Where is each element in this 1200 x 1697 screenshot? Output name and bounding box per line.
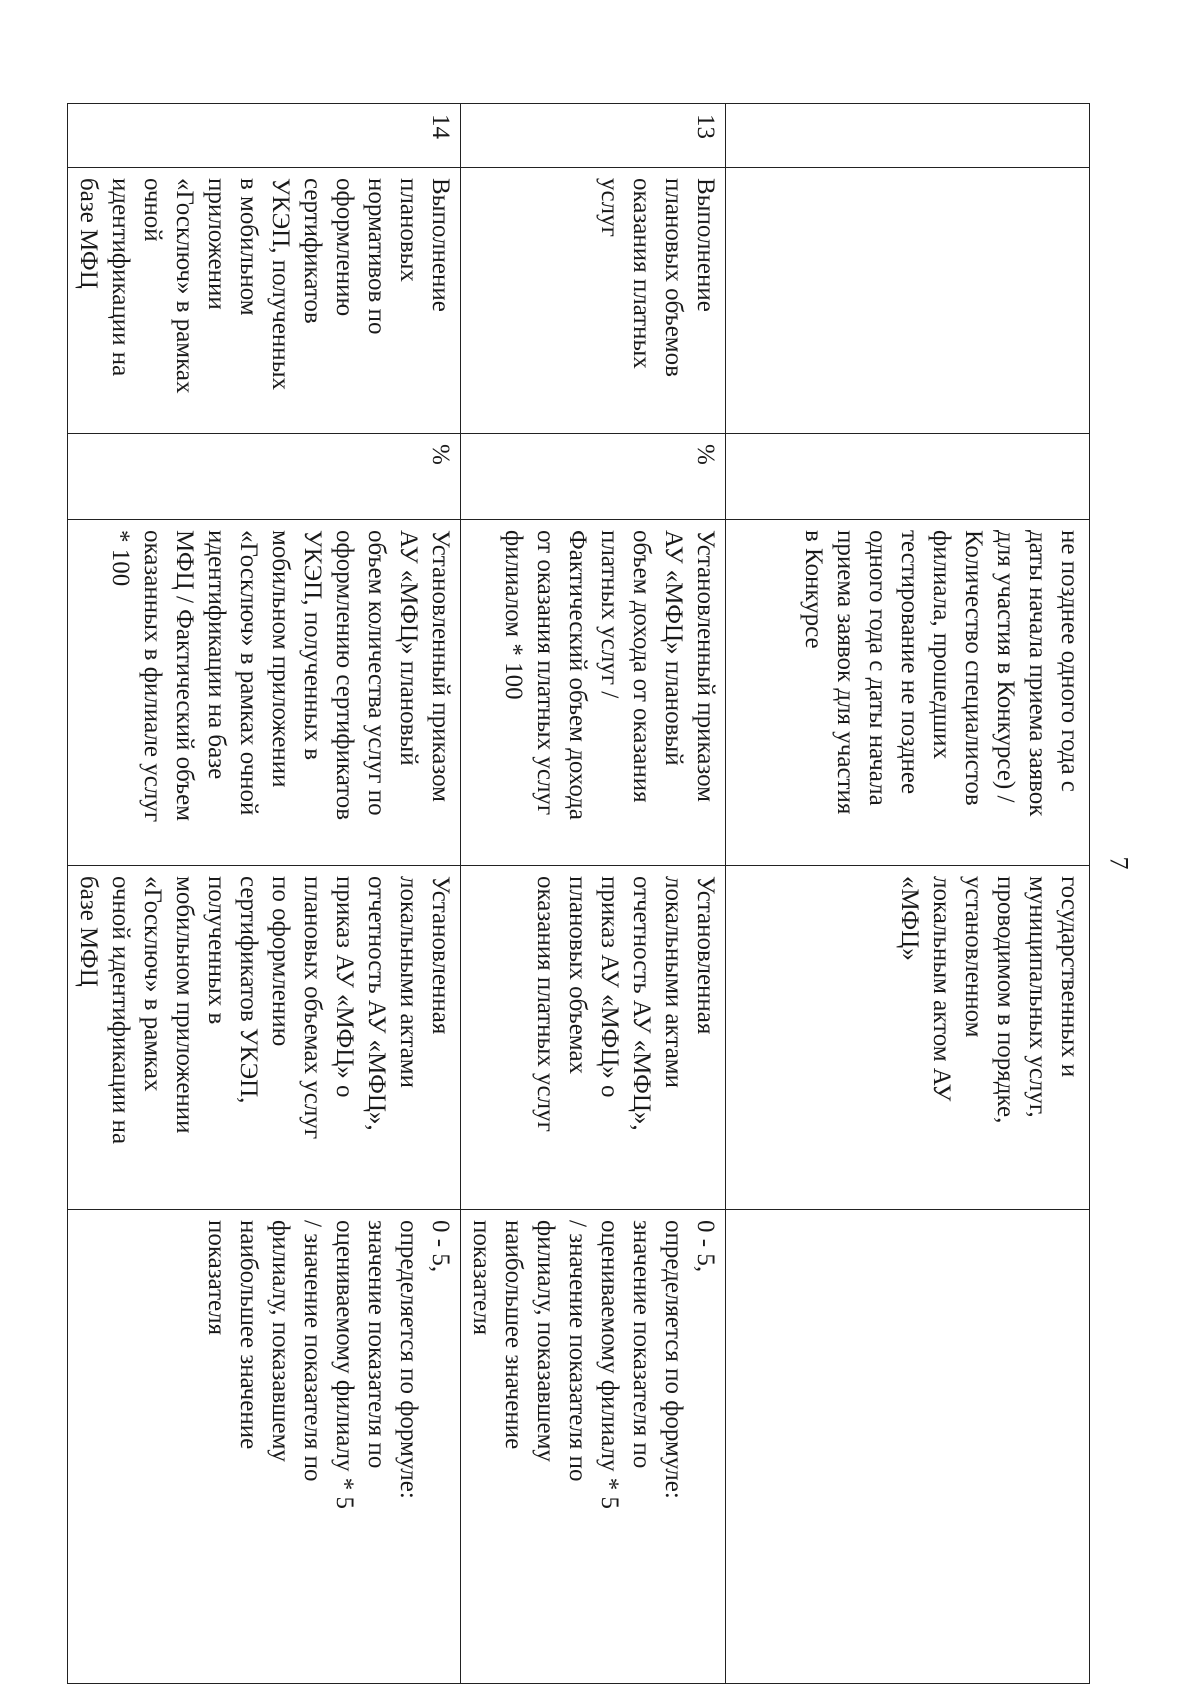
- formula-cell: Установленный приказом АУ «МФЦ» плановый объем количества услуг по оформлению сертификатов УКЭП, полученных в мобильном приложении «Госключ» в рамках очной идентификации на базе МФЦ / Фактический объем оказанных в филиале услуг * 100: [68, 520, 461, 866]
- formula-cell: не позднее одного года с даты начала приема заявок для участия в Конкурсе) / Количество специалистов филиала, прошедших тестирование не позднее одного года с даты начала приема заявок для участия в Конкурсе: [726, 520, 1090, 866]
- score-cell: 0 - 5, определяется по формуле: значение показателя по оцениваемому филиалу * 5 / значение показателя по филиалу, показавшему наибольшее значение показателя: [461, 1210, 726, 1684]
- score-cell: [726, 1210, 1090, 1684]
- score-cell: 0 - 5, определяется по формуле: значение показателя по оцениваемому филиалу * 5 / значение показателя по филиалу, показавшему наибольшее значение показателя: [68, 1210, 461, 1684]
- formula-cell: Установленный приказом АУ «МФЦ» плановый объем дохода от оказания платных услуг / Фактический объем дохода от оказания платных услуг филиалом * 100: [461, 520, 726, 866]
- rotated-table-wrapper: [75, 103, 1090, 1683]
- source-cell: Установленная локальными актами отчетность АУ «МФЦ», приказ АУ «МФЦ» о плановых объемах услуг по оформлению сертификатов УКЭП, полученных в мобильном приложении «Госключ» в рамках очной идентификации на базе МФЦ: [68, 866, 461, 1210]
- indicator-name-cell: Выполнение плановых объемов оказания платных услуг: [461, 168, 726, 434]
- unit-cell: %: [68, 434, 461, 520]
- indicator-name-cell: [726, 168, 1090, 434]
- row-number-cell: 14: [68, 104, 461, 168]
- source-cell: Установленная локальными актами отчетность АУ «МФЦ», приказ АУ «МФЦ» о плановых объемах оказания платных услуг: [461, 866, 726, 1210]
- row-number-cell: [726, 104, 1090, 168]
- table-row: [68, 104, 461, 1684]
- unit-cell: [726, 434, 1090, 520]
- row-number-cell: 13: [461, 104, 726, 168]
- source-cell: государственных и муниципальных услуг, проводимом в порядке, установленном локальным актом АУ «МФЦ»: [726, 866, 1090, 1210]
- unit-cell: %: [461, 434, 726, 520]
- table-row: [726, 104, 1090, 1684]
- criteria-table: [67, 103, 1090, 1684]
- page-number: 7: [1104, 856, 1134, 870]
- table-row: [461, 104, 726, 1684]
- indicator-name-cell: Выполнение плановых нормативов по оформлению сертификатов УКЭП, полученных в мобильном приложении «Госключ» в рамках очной идентификации на базе МФЦ: [68, 168, 461, 434]
